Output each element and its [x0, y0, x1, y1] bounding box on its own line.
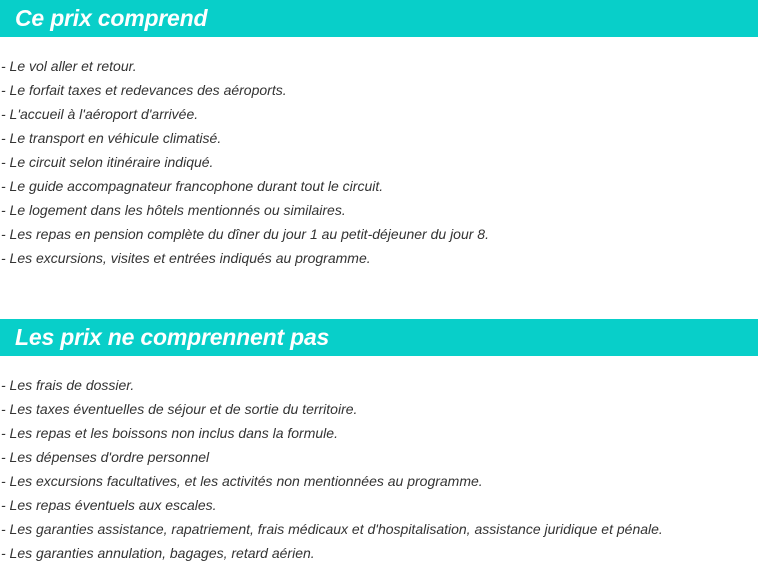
list-item: - Les frais de dossier. — [1, 377, 135, 393]
included-banner — [0, 0, 758, 37]
list-item: - Les repas et les boissons non inclus dans la formule. — [1, 425, 338, 441]
list-item: - Le circuit selon itinéraire indiqué. — [1, 154, 214, 170]
list-item: - Les repas éventuels aux escales. — [1, 497, 217, 513]
list-item: - L'accueil à l'aéroport d'arrivée. — [1, 106, 199, 122]
list-item: - Les garanties annulation, bagages, retard aérien. — [1, 545, 315, 561]
excluded-banner — [0, 319, 758, 356]
included-title: Ce prix comprend — [15, 5, 208, 31]
list-item: - Le transport en véhicule climatisé. — [1, 130, 222, 146]
list-item: - Les dépenses d'ordre personnel — [1, 449, 210, 465]
list-item: - Le vol aller et retour. — [1, 58, 137, 74]
excluded-title: Les prix ne comprennent pas — [15, 324, 330, 350]
included-section — [0, 0, 758, 270]
excluded-list — [0, 373, 758, 565]
list-item: - Les excursions, visites et entrées indiqués au programme. — [1, 250, 371, 266]
list-item: - Le logement dans les hôtels mentionnés ou similaires. — [1, 202, 346, 218]
list-item: - Les excursions facultatives, et les activités non mentionnées au programme. — [1, 473, 483, 489]
list-item: - Les taxes éventuelles de séjour et de sortie du territoire. — [1, 401, 358, 417]
list-item: - Le guide accompagnateur francophone durant tout le circuit. — [1, 178, 384, 194]
excluded-section — [0, 319, 758, 565]
included-list — [0, 54, 758, 270]
list-item: - Les repas en pension complète du dîner du jour 1 au petit-déjeuner du jour 8. — [1, 226, 489, 242]
list-item: - Le forfait taxes et redevances des aéroports. — [1, 82, 287, 98]
list-item: - Les garanties assistance, rapatriement, frais médicaux et d'hospitalisation, assistance juridique et pénale. — [1, 521, 663, 537]
